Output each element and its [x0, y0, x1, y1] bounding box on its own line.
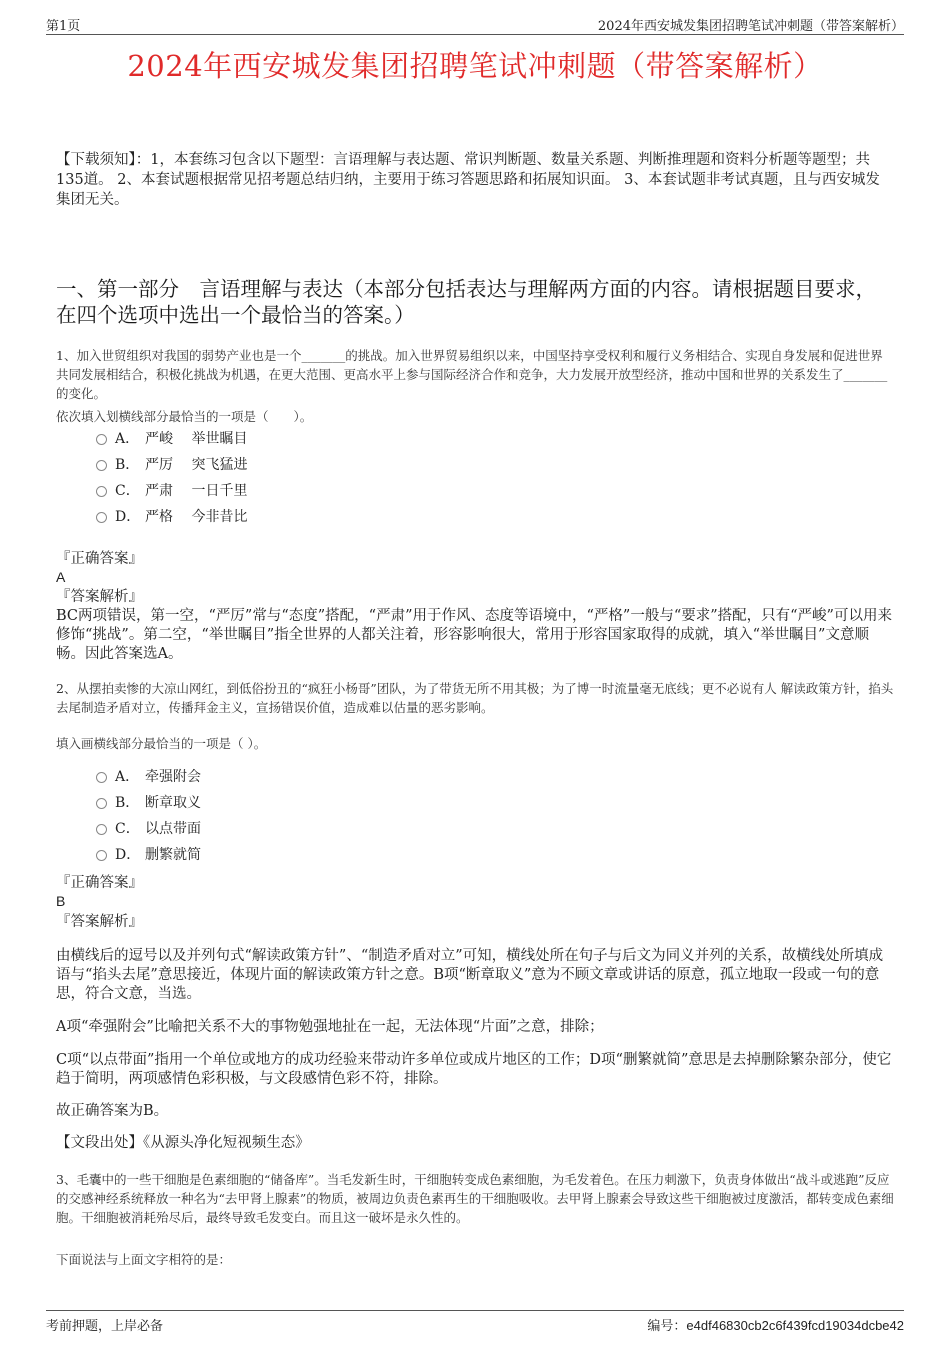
page-title: 2024年西安城发集团招聘笔试冲刺题（带答案解析） [127, 49, 823, 83]
question-1-text: 1、加入世贸组织对我国的弱势产业也是一个_______的挑战。加入世界贸易组织以来，中国坚持享受权利和履行义务相结合、实现自身发展和促进世界共同发展相结合，积极化挑战为机遇，在更大范围、更高水平上参与国际经济合作和竞争，大力发展开放型经济，推动中国和世界的关系发生了_______的变化。 [56, 348, 888, 401]
analysis-label: 『答案解析』 [56, 589, 143, 605]
option-b[interactable]: B． 断章取义 [96, 789, 496, 815]
header-doc-title: 2024年西安城发集团招聘笔试冲刺题（带答案解析） [597, 19, 904, 34]
radio-icon[interactable] [96, 824, 107, 835]
analysis-paragraph: 故正确答案为B。 [56, 1103, 169, 1119]
radio-icon[interactable] [96, 486, 107, 497]
radio-icon[interactable] [96, 512, 107, 523]
section-heading: 一、第一部分 言语理解与表达（本部分包括表达与理解两方面的内容。请根据题目要求，在四个选项中选出一个最恰当的答案。） [56, 277, 876, 327]
option-c[interactable]: C． 严肃 一日千里 [96, 477, 496, 503]
radio-icon[interactable] [96, 772, 107, 783]
option-d[interactable]: D． 删繁就简 [96, 841, 496, 867]
question-1-options [96, 425, 496, 529]
question-1-prompt: 依次填入划横线部分最恰当的一项是（ ）。 [56, 409, 313, 424]
question-2-options [96, 763, 496, 867]
question-2-text: 2、从摆拍卖惨的大凉山网红，到低俗扮丑的“疯狂小杨哥”团队，为了带货无所不用其极；为了博一时流量毫无底线；更不必说有人 解读政策方针，掐头去尾制造矛盾对立，传播拜金主义，宣扬错误价值，造成难以估量的恶劣影响。 [56, 681, 894, 715]
analysis-paragraph: C项“以点带面”指用一个单位或地方的成功经验来带动许多单位或成片地区的工作；D项“删繁就简”意思是去掉删除繁杂部分，使它趋于简明，两项感情色彩积极，与文段感情色彩不符，排除。 [56, 1052, 892, 1087]
answer-label: 『正确答案』 [56, 875, 143, 891]
download-notice: 【下载须知】：1，本套练习包含以下题型：言语理解与表达题、常识判断题、数量关系题、判断推理题和资料分析题等题型；共135道。 2、本套试题根据常见招考题总结归纳，主要用于练习答题思路和拓展知识面。 3、本套试题非考试真题，且与西安城发集团无关。 [56, 152, 880, 208]
page-header [46, 14, 904, 35]
question-3-prompt: 下面说法与上面文字相符的是： [56, 1252, 232, 1267]
analysis-text: BC两项错误，第一空，“严厉”常与“态度”搭配，“严肃”用于作风、态度等语境中，“严格”一般与“要求”搭配，只有“严峻”可以用来修饰“挑战”。第二空，“举世瞩目”指全世界的人都关注着，形容影响很大，常用于形容国家取得的成就，填入“举世瞩目”文意顺畅。因此答案选A。 [56, 608, 892, 662]
radio-icon[interactable] [96, 434, 107, 445]
option-a[interactable]: A． 牵强附会 [96, 763, 496, 789]
question-2-prompt: 填入画横线部分最恰当的一项是（ ）。 [56, 736, 267, 751]
page-number: 第1页 [46, 19, 81, 34]
analysis-paragraph: A项“牵强附会”比喻把关系不大的事物勉强地扯在一起，无法体现“片面”之意，排除； [56, 1019, 604, 1035]
footer-slogan: 考前押题，上岸必备 [46, 1319, 164, 1334]
radio-icon[interactable] [96, 798, 107, 809]
question-3-text: 3、毛囊中的一些干细胞是色素细胞的“储备库”。当毛发新生时，干细胞转变成色素细胞，为毛发着色。在压力刺激下，负责身体做出“战斗或逃跑”反应的交感神经系统释放一种名为“去甲肾上腺素”的物质，被周边负责色素再生的干细胞吸收。去甲肾上腺素会导致这些干细胞被过度激活，都转变成色素细胞。干细胞被消耗殆尽后，最终导致毛发变白。而且这一破坏是永久性的。 [56, 1172, 894, 1225]
source-text: 【文段出处】《从源头净化短视频生态》 [56, 1135, 310, 1151]
option-c[interactable]: C． 以点带面 [96, 815, 496, 841]
radio-icon[interactable] [96, 460, 107, 471]
option-b[interactable]: B． 严厉 突飞猛进 [96, 451, 496, 477]
page-footer [46, 1310, 904, 1334]
option-d[interactable]: D． 严格 今非昔比 [96, 503, 496, 529]
answer-label: 『正确答案』 [56, 551, 143, 567]
footer-code: 编号：e4df46830cb2c6f439fcd19034dcbe42 [647, 1318, 904, 1334]
answer-value: B [56, 893, 66, 909]
answer-value: A [56, 569, 66, 585]
analysis-label: 『答案解析』 [56, 914, 143, 930]
option-a[interactable]: A． 严峻 举世瞩目 [96, 425, 496, 451]
radio-icon[interactable] [96, 850, 107, 861]
analysis-paragraph: 由横线后的逗号以及并列句式“解读政策方针”、“制造矛盾对立”可知，横线处所在句子与后文为同义并列的关系，故横线处所填成语与“掐头去尾”意思接近，体现片面的解读政策方针之意。B项“断章取义”意为不顾文章或讲话的原意，孤立地取一段或一句的意思，符合文意，当选。 [56, 948, 884, 1002]
